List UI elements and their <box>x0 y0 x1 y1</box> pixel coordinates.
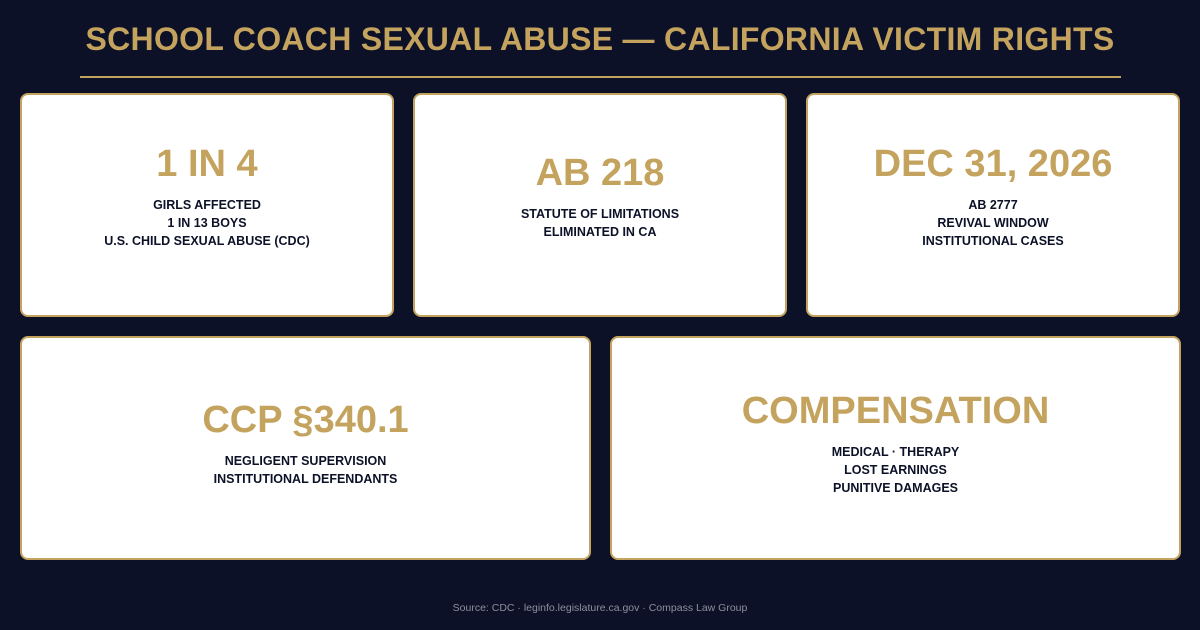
stat-card-ab218 <box>413 93 787 317</box>
stat-card-detail: INSTITUTIONAL CASES <box>922 234 1064 248</box>
stat-card-detail: LOST EARNINGS <box>844 463 947 477</box>
stat-card-detail: U.S. CHILD SEXUAL ABUSE (CDC) <box>104 234 310 248</box>
stat-card-detail: STATUTE OF LIMITATIONS <box>520 207 680 221</box>
stat-card-detail: NEGLIGENT SUPERVISION <box>224 454 387 468</box>
stat-card-prevalence <box>20 93 394 317</box>
stat-card-detail: REVIVAL WINDOW <box>937 216 1049 230</box>
stat-card-detail: INSTITUTIONAL DEFENDANTS <box>213 472 398 486</box>
stat-card-detail: 1 IN 13 BOYS <box>167 216 247 230</box>
stat-card-ccp <box>20 336 591 560</box>
stat-card-detail: AB 2777 <box>968 198 1018 212</box>
stat-card-detail: ELIMINATED IN CA <box>543 225 657 239</box>
stat-card-detail: GIRLS AFFECTED <box>153 198 261 212</box>
stat-card-headline: 1 IN 4 <box>156 143 258 185</box>
source-footer: Source: CDC · leginfo.legislature.ca.gov · Compass Law Group <box>452 602 748 614</box>
stat-card-deadline <box>806 93 1180 317</box>
stat-card-detail: PUNITIVE DAMAGES <box>832 481 958 495</box>
stat-card-headline: CCP §340.1 <box>202 399 409 441</box>
page-title: SCHOOL COACH SEXUAL ABUSE — CALIFORNIA VICTIM RIGHTS <box>85 21 1115 57</box>
stat-card-headline: DEC 31, 2026 <box>873 143 1113 185</box>
stat-card-detail: MEDICAL · THERAPY <box>831 445 960 459</box>
stat-card-compensation <box>610 336 1181 560</box>
stat-card-headline: AB 218 <box>535 152 665 194</box>
title-divider <box>80 76 1121 78</box>
stat-card-headline: COMPENSATION <box>741 390 1050 432</box>
